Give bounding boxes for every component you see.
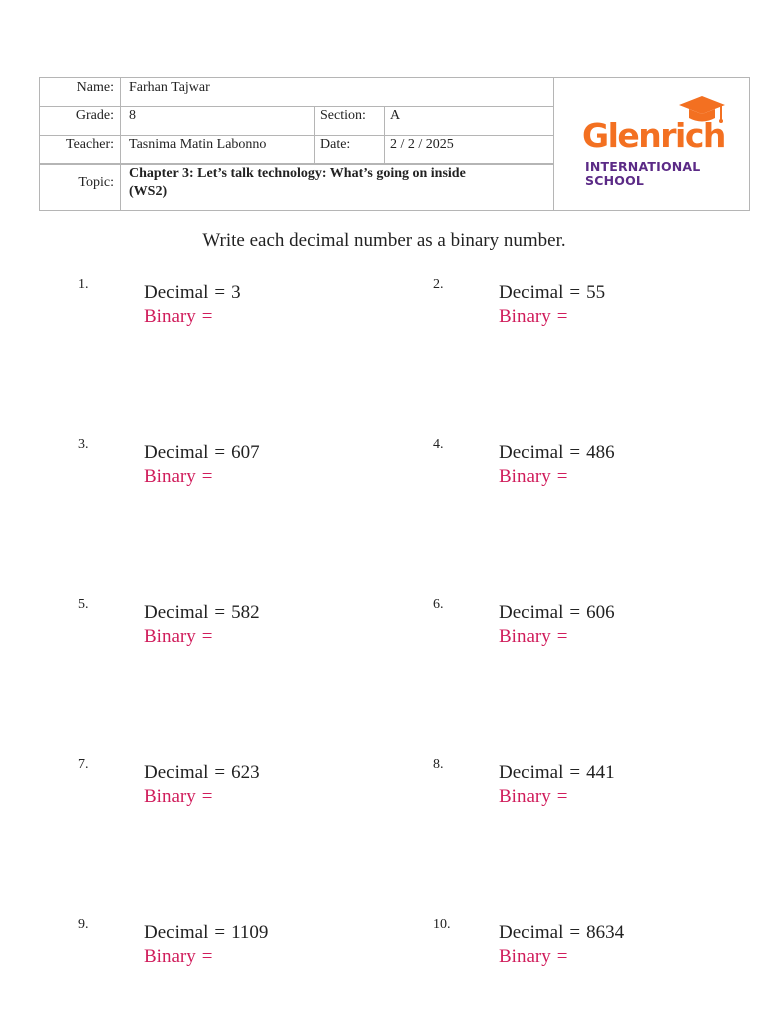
problem-number: 5. — [78, 597, 89, 612]
binary-label: Binary — [144, 306, 196, 327]
problem-number: 2. — [433, 277, 444, 292]
equals-sign: = — [201, 306, 213, 327]
equals-sign: = — [569, 762, 581, 783]
binary-answer-line — [499, 626, 573, 648]
topic-value-line2: (WS2) — [129, 184, 168, 199]
name-value: Farhan Tajwar — [129, 80, 210, 95]
equals-sign: = — [214, 442, 226, 463]
decimal-line — [144, 762, 260, 784]
decimal-value: 486 — [586, 442, 615, 463]
decimal-value: 55 — [586, 282, 606, 303]
decimal-label: Decimal — [144, 602, 209, 623]
binary-answer-line — [144, 786, 218, 808]
section-value: A — [390, 108, 401, 123]
binary-label: Binary — [144, 786, 196, 807]
problem-number: 9. — [78, 917, 89, 932]
binary-answer-line — [499, 946, 573, 968]
equals-sign: = — [201, 626, 213, 647]
binary-label: Binary — [499, 466, 551, 487]
binary-label: Binary — [499, 626, 551, 647]
decimal-line — [144, 602, 260, 624]
decimal-line — [499, 762, 615, 784]
binary-answer-line — [499, 466, 573, 488]
date-label: Date: — [320, 137, 351, 152]
equals-sign: = — [214, 922, 226, 943]
date-value: 2 / 2 / 2025 — [390, 137, 454, 152]
name-label: Name: — [76, 80, 114, 95]
section-label: Section: — [320, 108, 366, 123]
problem-number: 8. — [433, 757, 444, 772]
decimal-value: 623 — [231, 762, 260, 783]
logo-line-international: INTERNATIONAL — [585, 159, 701, 174]
equals-sign: = — [569, 442, 581, 463]
equals-sign: = — [556, 306, 568, 327]
problem-number: 7. — [78, 757, 89, 772]
decimal-label: Decimal — [144, 922, 209, 943]
logo-wordmark: Glenrich — [582, 116, 725, 155]
equals-sign: = — [214, 762, 226, 783]
decimal-line — [144, 282, 241, 304]
equals-sign: = — [201, 466, 213, 487]
equals-sign: = — [201, 786, 213, 807]
instruction-text: Write each decimal number as a binary number. — [202, 230, 566, 251]
problem-item — [78, 437, 398, 497]
problem-number: 4. — [433, 437, 444, 452]
equals-sign: = — [556, 466, 568, 487]
equals-sign: = — [569, 922, 581, 943]
binary-label: Binary — [499, 786, 551, 807]
binary-answer-line — [144, 946, 218, 968]
binary-label: Binary — [499, 946, 551, 967]
equals-sign: = — [214, 602, 226, 623]
decimal-label: Decimal — [499, 282, 564, 303]
problem-item — [433, 917, 753, 977]
decimal-line — [499, 602, 615, 624]
binary-answer-line — [144, 466, 218, 488]
decimal-label: Decimal — [144, 442, 209, 463]
decimal-value: 607 — [231, 442, 260, 463]
grade-value: 8 — [129, 108, 136, 123]
binary-answer-line — [144, 626, 218, 648]
decimal-label: Decimal — [144, 762, 209, 783]
binary-label: Binary — [144, 626, 196, 647]
binary-label: Binary — [144, 946, 196, 967]
topic-label: Topic: — [78, 175, 114, 190]
problem-number: 3. — [78, 437, 89, 452]
decimal-value: 582 — [231, 602, 260, 623]
decimal-line — [499, 282, 605, 304]
problem-item — [78, 757, 398, 817]
decimal-line — [499, 442, 615, 464]
decimal-label: Decimal — [499, 602, 564, 623]
decimal-value: 8634 — [586, 922, 625, 943]
decimal-value: 606 — [586, 602, 615, 623]
problem-number: 1. — [78, 277, 89, 292]
equals-sign: = — [201, 946, 213, 967]
decimal-value: 441 — [586, 762, 615, 783]
problem-item — [433, 437, 753, 497]
decimal-line — [499, 922, 624, 944]
decimal-value: 1109 — [231, 922, 269, 943]
problem-number: 6. — [433, 597, 444, 612]
logo-line-school: SCHOOL — [585, 173, 645, 188]
decimal-line — [144, 922, 268, 944]
problem-item — [433, 757, 753, 817]
problem-number: 10. — [433, 917, 451, 932]
school-logo — [582, 96, 732, 191]
teacher-label: Teacher: — [66, 137, 114, 152]
equals-sign: = — [569, 602, 581, 623]
decimal-line — [144, 442, 260, 464]
binary-label: Binary — [144, 466, 196, 487]
equals-sign: = — [556, 946, 568, 967]
topic-value-line1: Chapter 3: Let’s talk technology: What’s going on inside — [129, 166, 466, 181]
binary-answer-line — [499, 306, 573, 328]
decimal-value: 3 — [231, 282, 241, 303]
grade-label: Grade: — [75, 108, 114, 123]
equals-sign: = — [556, 626, 568, 647]
decimal-label: Decimal — [144, 282, 209, 303]
binary-answer-line — [144, 306, 218, 328]
binary-label: Binary — [499, 306, 551, 327]
problem-item — [433, 597, 753, 657]
teacher-value: Tasnima Matin Labonno — [129, 137, 267, 152]
binary-answer-line — [499, 786, 573, 808]
decimal-label: Decimal — [499, 442, 564, 463]
equals-sign: = — [214, 282, 226, 303]
problem-item — [78, 277, 398, 337]
problem-item — [433, 277, 753, 337]
equals-sign: = — [556, 786, 568, 807]
problem-item — [78, 917, 398, 977]
equals-sign: = — [569, 282, 581, 303]
problem-item — [78, 597, 398, 657]
decimal-label: Decimal — [499, 762, 564, 783]
decimal-label: Decimal — [499, 922, 564, 943]
